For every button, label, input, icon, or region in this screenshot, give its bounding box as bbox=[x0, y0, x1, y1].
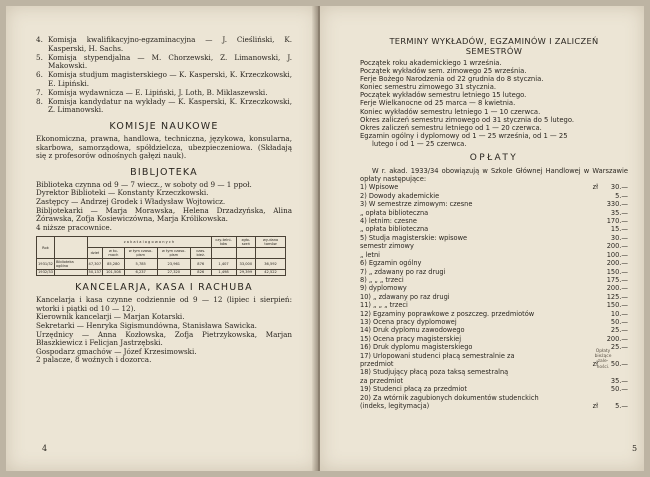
list-item: Egzamin ogólny i dyplomowy od 1 — 25 września, od 1 — 25 bbox=[360, 131, 568, 140]
fee-currency bbox=[588, 259, 598, 267]
fee-amount: 30.— bbox=[610, 183, 628, 192]
fee-amount: 30.— bbox=[610, 233, 628, 242]
office-staff-1: Sekretarki — Henryka Sigismundówna, Stanisława Sawicka. bbox=[36, 321, 257, 331]
fee-amount: 200.— bbox=[606, 334, 628, 343]
fee-amount: 50.— bbox=[610, 317, 628, 326]
table-cell: 826 bbox=[190, 269, 211, 275]
fee-row bbox=[360, 301, 628, 309]
list-item: 4. Komisja kwalifikacyjno-egzaminacyjna — J. Cieśliński, K. Kasperski, H. Sachs. bbox=[36, 35, 292, 53]
fee-amount: 100.— bbox=[606, 250, 628, 259]
list-item: 6. Komisja studjum magisterskiego — K. Kasperski, K. Krzeczkowski, E. Lipiński. bbox=[36, 70, 292, 88]
commissions-list bbox=[36, 36, 292, 115]
fee-row bbox=[360, 268, 628, 276]
fee-currency bbox=[588, 209, 598, 217]
office-staff-4: 2 palacze, 8 woźnych i dozorca. bbox=[36, 355, 152, 365]
fee-row bbox=[360, 183, 628, 191]
table-cell: 1,407 bbox=[211, 259, 236, 270]
fee-row bbox=[360, 360, 628, 368]
fee-currency bbox=[588, 251, 598, 259]
list-item: Początek wykładów semestru letniego 15 lutego. bbox=[360, 91, 527, 100]
section-title-komisje: KOMISJE NAUKOWE bbox=[109, 121, 219, 133]
fee-currency bbox=[588, 318, 598, 326]
fee-currency bbox=[588, 242, 598, 250]
page-number-left: 4 bbox=[42, 444, 48, 453]
list-item: Początek wykładów sem. zimowego 25 września. bbox=[360, 67, 527, 76]
fee-row bbox=[360, 200, 628, 208]
fee-currency bbox=[588, 200, 598, 208]
fee-row bbox=[360, 335, 628, 343]
komisje-text: Ekonomiczna, prawna, handlowa, techniczna, językowa, konsularna, skarbowa, samorządowa, spółdzielcza, ubezpieczeniowa. (Składają się z profesorów odnośnych gałęzi nauk). bbox=[36, 134, 292, 161]
terms-list bbox=[360, 59, 628, 148]
fee-label: przedmiot bbox=[360, 359, 394, 368]
library-staff-1: Zastępcy — Andrzej Grodek i Władysław Wojtowicz. bbox=[36, 197, 226, 207]
fee-label: 5) Studja magisterskie: wpisowe bbox=[360, 233, 468, 242]
fee-row bbox=[360, 251, 628, 259]
office-hours: Kancelarja i kasa czynne codziennie od 9 — 12 (lipiec i sierpień: wtorki i piątki od 10 — 12). bbox=[36, 295, 292, 313]
fee-amount: 170.— bbox=[606, 217, 628, 226]
list-item: Ferje Bożego Narodzenia od 22 grudnia do 8 stycznia. bbox=[360, 75, 544, 84]
terms-title bbox=[360, 36, 628, 56]
fee-currency bbox=[588, 310, 598, 318]
fee-amount: 25.— bbox=[610, 343, 628, 352]
fee-row bbox=[360, 385, 628, 393]
table-header-rok: Rok bbox=[37, 237, 55, 259]
fee-label: 11) „ „ „ trzeci bbox=[360, 301, 408, 310]
fee-currency bbox=[588, 225, 598, 233]
table-header-span: z a k a t a l o g o w a n y c h bbox=[87, 237, 211, 248]
list-item: Ferje Wielkanocne od 25 marca — 8 kwietnia. bbox=[360, 99, 516, 108]
fee-currency bbox=[588, 385, 598, 393]
list-item: Początek roku akademickiego 1 września. bbox=[360, 59, 502, 67]
fee-label: (indeks, legitymacja) bbox=[360, 402, 430, 410]
fee-row bbox=[360, 225, 628, 233]
fee-label: „ opłata biblioteczna bbox=[360, 225, 429, 234]
fee-currency bbox=[588, 284, 598, 292]
side-note: Opłaty bieżące zale-ności. bbox=[594, 349, 612, 370]
library-staff-3: 4 niższe pracownice. bbox=[36, 222, 112, 232]
fee-amount: 125.— bbox=[606, 292, 628, 301]
left-page-content bbox=[36, 36, 292, 365]
table-cell: 23,961 bbox=[157, 259, 190, 270]
fee-currency: zł bbox=[592, 183, 598, 192]
fee-row bbox=[360, 318, 628, 326]
table-row bbox=[37, 259, 286, 270]
library-hours: Biblioteka czynna od 9 — 7 wiecz., w soboty od 9 — 1 ppoł. bbox=[36, 179, 252, 189]
fee-currency bbox=[588, 268, 598, 276]
fee-row bbox=[360, 259, 628, 267]
table-cell: 5,785 bbox=[124, 259, 157, 270]
fee-row bbox=[360, 217, 628, 225]
fee-row bbox=[360, 394, 628, 402]
library-stats-table bbox=[36, 236, 286, 276]
fee-label: 15) Ocena pracy magisterskiej bbox=[360, 334, 462, 343]
table-cell: 876 bbox=[190, 259, 211, 270]
fee-label: 7) „ zdawany po raz drugi bbox=[360, 267, 446, 276]
terms-title-line-1: TERMINY WYKŁADÓW, EGZAMINÓW I ZALICZEŃ bbox=[389, 36, 599, 46]
table-header-row bbox=[37, 237, 286, 248]
fee-currency bbox=[588, 192, 598, 200]
fee-label: 16) Druk dyplomu magisterskiego bbox=[360, 343, 473, 352]
table-cell: 85,280 bbox=[103, 259, 125, 270]
fees-intro: W r. akad. 1933/34 obowiązują w Szkole Głównej Handlowej w Warszawie opłaty następujące: bbox=[360, 167, 628, 184]
fee-row bbox=[360, 310, 628, 318]
fee-currency bbox=[588, 217, 598, 225]
library-staff-2: Bibljotekarki — Marja Morawska, Helena Drzadzyńska, Alina Żórawska, Zofja Kosiewiczówna, Marja Królikowska. bbox=[36, 205, 292, 224]
fee-currency bbox=[588, 335, 598, 343]
table-cell: 1,498 bbox=[211, 269, 236, 275]
fee-currency bbox=[588, 276, 598, 284]
fee-amount: 200.— bbox=[606, 284, 628, 293]
fee-amount: 150.— bbox=[606, 301, 628, 310]
list-item: Okres zaliczeń semestru zimowego od 31 stycznia do 5 lutego. bbox=[360, 115, 575, 124]
right-page-content bbox=[360, 36, 628, 410]
fee-currency bbox=[588, 234, 598, 242]
table-header-col: w tym czaso-pism bbox=[124, 248, 157, 259]
fee-amount: 15.— bbox=[610, 225, 628, 234]
fee-label: 3) W semestrze zimowym: czesne bbox=[360, 200, 473, 209]
section-title-kancelarja: KANCELARJA, KASA I RACHUBA bbox=[75, 282, 253, 294]
fee-amount: 25.— bbox=[610, 326, 628, 335]
table-cell: 29,399 bbox=[236, 269, 256, 275]
office-staff-2: Urzędnicy — Anna Kozłowska, Zofja Pietrzykowska, Marjan Błaszkiewicz i Felicjan Jastrzębski. bbox=[36, 329, 292, 348]
table-header-name bbox=[54, 237, 87, 259]
table-header-col: w to-mach bbox=[103, 248, 125, 259]
fee-amount: 50.— bbox=[610, 359, 628, 368]
fee-label: 9) dyplomowy bbox=[360, 284, 407, 293]
table-header-col: zgło-szeń bbox=[236, 237, 256, 248]
fee-label: „ letni bbox=[360, 250, 380, 259]
fees-list bbox=[360, 183, 628, 410]
fee-label: semestr zimowy bbox=[360, 242, 414, 251]
table-header-col: czy-telni-ków bbox=[211, 237, 236, 248]
list-item: Okres zaliczeń semestru letniego od 1 — 20 czerwca. bbox=[360, 123, 542, 132]
fee-amount: 5.— bbox=[615, 191, 628, 200]
fee-row bbox=[360, 209, 628, 217]
table-header-col bbox=[236, 248, 256, 259]
fee-amount: 50.— bbox=[610, 385, 628, 394]
fee-label: 10) „ zdawany po raz drugi bbox=[360, 292, 450, 301]
fee-currency bbox=[588, 326, 598, 334]
fee-label: „ opłata biblioteczna bbox=[360, 208, 429, 217]
table-header-col: w tym czaso-pism bbox=[157, 248, 190, 259]
table-header-col: czas. bież. bbox=[190, 248, 211, 259]
fee-label: 8) „ „ „ trzeci bbox=[360, 275, 404, 284]
terms-title-line-2: SEMESTRÓW bbox=[465, 46, 523, 56]
fee-row bbox=[360, 234, 628, 242]
fee-row bbox=[360, 352, 628, 360]
fee-row bbox=[360, 326, 628, 334]
fee-currency bbox=[588, 377, 598, 385]
table-header-col bbox=[211, 248, 236, 259]
fee-label: 19) Studenci płacą za przedmiot bbox=[360, 385, 467, 394]
table-cell: 1932/33 bbox=[38, 270, 53, 275]
fee-currency bbox=[588, 301, 598, 309]
list-item: 5. Komisja stypendjalna — M. Chorzewski, Z. Limanowski, J. Makowski. bbox=[36, 52, 292, 71]
fee-row bbox=[360, 192, 628, 200]
table-header-col: dzieł bbox=[87, 248, 103, 259]
fee-label: 6) Egzamin ogólny bbox=[360, 259, 422, 268]
fee-label: 12) Egzaminy poprawkowe z poszczeg. przedmiotów bbox=[360, 309, 535, 318]
table-cell bbox=[54, 269, 87, 275]
fee-row bbox=[360, 276, 628, 284]
fee-amount: 10.— bbox=[610, 309, 628, 318]
fee-amount: 200.— bbox=[606, 242, 628, 251]
office-staff-0: Kierownik kancelarji — Marjan Kotarski. bbox=[36, 312, 185, 322]
table-cell: 101,508 bbox=[103, 269, 125, 275]
table-cell: Biblioteka ogólna bbox=[54, 259, 87, 270]
fee-row bbox=[360, 242, 628, 250]
fee-amount bbox=[598, 394, 628, 402]
fee-row bbox=[360, 368, 628, 376]
right-page bbox=[320, 6, 644, 471]
fee-row bbox=[360, 343, 628, 351]
list-item: Koniec wykładów semestru letniego 1 — 10 czerwca. bbox=[360, 107, 541, 116]
fee-amount: 330.— bbox=[606, 200, 628, 209]
fee-amount: 35.— bbox=[610, 376, 628, 385]
fee-row bbox=[360, 402, 628, 410]
fee-label: 4) letnim: czesne bbox=[360, 217, 417, 226]
fee-row bbox=[360, 284, 628, 292]
fee-amount: 35.— bbox=[610, 208, 628, 217]
fee-row bbox=[360, 293, 628, 301]
fee-row bbox=[360, 377, 628, 385]
fee-label: 17) Urlopowani studenci płacą semestralnie za bbox=[360, 351, 515, 360]
fee-label: 18) Studjujący płacą poza taksą semestralną bbox=[360, 368, 509, 377]
fee-label: 14) Druk dyplomu zawodowego bbox=[360, 326, 465, 335]
table-row bbox=[37, 269, 286, 275]
table-cell: 27,320 bbox=[157, 269, 190, 275]
fee-amount: 150.— bbox=[606, 267, 628, 276]
table-header-col: wy-dano tomów bbox=[256, 237, 286, 248]
list-item: lutego i od 1 — 25 czerwca. bbox=[372, 139, 467, 148]
list-item: Koniec semestru zimowego 31 stycznia. bbox=[360, 83, 497, 92]
fee-currency: zł bbox=[592, 359, 598, 368]
fee-label: za przedmiot bbox=[360, 376, 404, 385]
fee-amount: 200.— bbox=[606, 259, 628, 268]
fee-label: 2) Dowody akademickie bbox=[360, 191, 440, 200]
fee-currency: zł bbox=[592, 402, 598, 410]
fee-label: 20) Za wtórnik zagubionych dokumentów studenckich bbox=[360, 393, 539, 402]
table-header-col bbox=[256, 248, 286, 259]
library-staff-0: Dyrektor Biblioteki — Konstanty Krzeczkowski. bbox=[36, 188, 209, 198]
fee-label: 13) Ocena pracy dyplomowej bbox=[360, 317, 457, 326]
fee-currency bbox=[588, 293, 598, 301]
table-cell: 36,592 bbox=[256, 259, 286, 270]
list-item: 7. Komisja wydawnicza — E. Lipiński, J. Loth, B. Miklaszewski. bbox=[36, 87, 268, 97]
fee-currency bbox=[588, 394, 598, 402]
table-cell: 1931/32 bbox=[37, 259, 55, 270]
fee-label: 1) Wpisowe bbox=[360, 183, 399, 192]
left-page bbox=[6, 6, 318, 471]
list-item: 8. Komisja kandydatur na wykłady — K. Kasperski, K. Krzeczkowski, Z. Limanowski. bbox=[36, 96, 292, 115]
table-cell: 47,307 bbox=[87, 259, 103, 270]
section-title-bibljoteka: BIBLJOTEKA bbox=[130, 166, 198, 178]
table-cell: 50,137 bbox=[88, 270, 102, 275]
table-cell: 33,000 bbox=[236, 259, 256, 270]
table-cell: 42,522 bbox=[256, 269, 286, 275]
fee-amount: 175.— bbox=[606, 275, 628, 284]
office-staff-3: Gospodarz gmachów — Józef Krzesimowski. bbox=[36, 346, 197, 356]
fee-amount: 5.— bbox=[615, 402, 628, 410]
fees-title: OPŁATY bbox=[469, 153, 519, 164]
table-cell: 6,237 bbox=[124, 269, 157, 275]
page-number-right: 5 bbox=[632, 444, 638, 453]
